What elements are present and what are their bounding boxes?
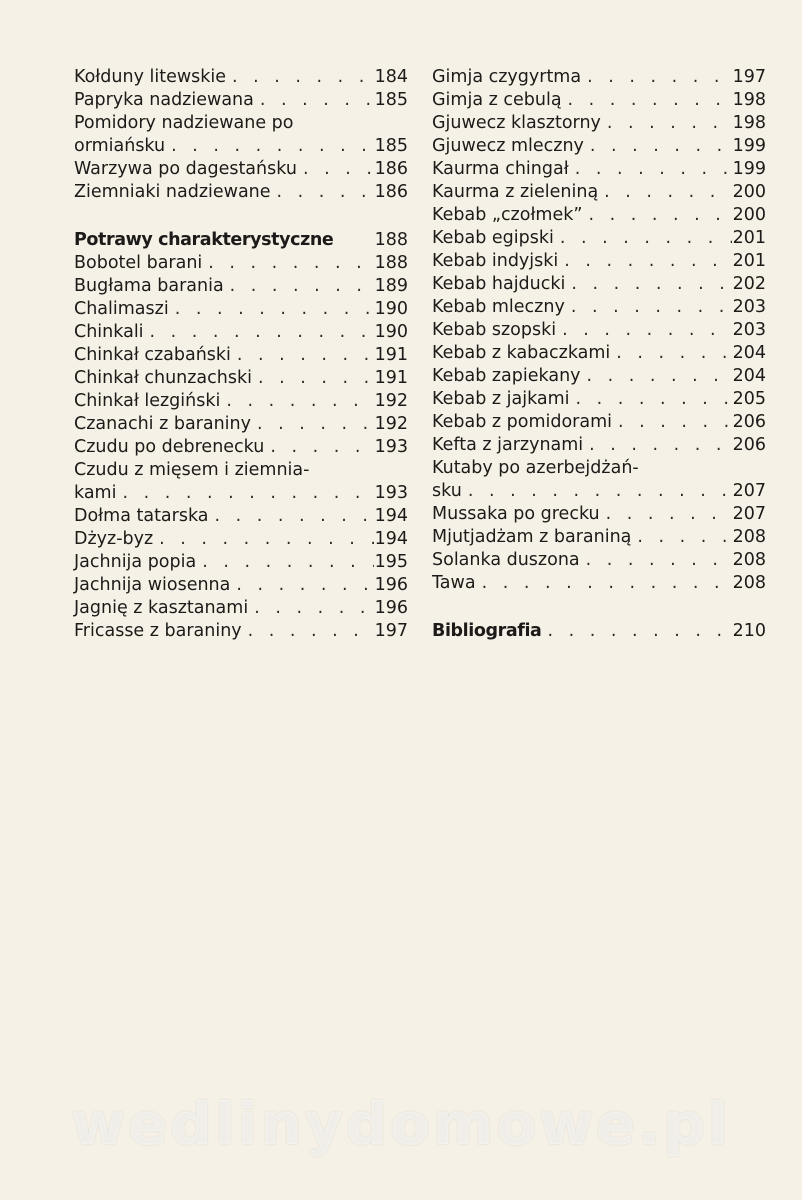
section-title: Potrawy charakterystyczne bbox=[74, 230, 334, 250]
entry-title: Kaurma chingał bbox=[432, 159, 569, 179]
index-entry bbox=[432, 296, 766, 319]
index-entry bbox=[432, 526, 766, 549]
index-entry bbox=[74, 89, 408, 112]
entry-page: 200 bbox=[732, 205, 766, 225]
index-entry bbox=[74, 181, 408, 204]
entry-title: Czudu po debrenecku bbox=[74, 437, 265, 457]
entry-page: 203 bbox=[732, 320, 766, 340]
entry-page: 201 bbox=[732, 228, 766, 248]
entry-page: 192 bbox=[374, 391, 408, 411]
entry-page: 210 bbox=[732, 621, 766, 641]
entry-page: 196 bbox=[374, 598, 408, 618]
dot-leader bbox=[565, 273, 732, 296]
dot-leader bbox=[601, 112, 732, 135]
entry-page: 200 bbox=[732, 182, 766, 202]
index-entry bbox=[432, 319, 766, 342]
dot-leader bbox=[565, 296, 732, 319]
entry-page: 207 bbox=[732, 504, 766, 524]
index-entry bbox=[432, 204, 766, 227]
entry-page: 188 bbox=[374, 230, 408, 250]
entry-title: Papryka nadziewana bbox=[74, 90, 254, 110]
dot-leader bbox=[541, 620, 732, 643]
entry-page: 202 bbox=[732, 274, 766, 294]
index-entry bbox=[74, 413, 408, 436]
dot-leader bbox=[116, 482, 374, 505]
dot-leader bbox=[252, 367, 374, 390]
entry-page: 199 bbox=[732, 136, 766, 156]
entry-page: 190 bbox=[374, 299, 408, 319]
entry-page: 186 bbox=[374, 182, 408, 202]
dot-leader bbox=[220, 390, 374, 413]
dot-leader bbox=[462, 480, 732, 503]
index-entry bbox=[432, 181, 766, 204]
entry-page: 205 bbox=[732, 389, 766, 409]
entry-title: Ziemniaki nadziewane bbox=[74, 182, 271, 202]
entry-title: Kebab szopski bbox=[432, 320, 557, 340]
entry-title: Kołduny litewskie bbox=[74, 67, 227, 87]
section-heading bbox=[432, 620, 766, 643]
entry-page: 189 bbox=[374, 276, 408, 296]
index-entry bbox=[432, 66, 766, 89]
dot-leader bbox=[165, 135, 374, 158]
entry-page: 208 bbox=[732, 527, 766, 547]
index-entry bbox=[74, 275, 408, 298]
entry-page: 190 bbox=[374, 322, 408, 342]
dot-leader bbox=[580, 549, 732, 572]
entry-page: 185 bbox=[374, 90, 408, 110]
dot-leader bbox=[153, 528, 374, 551]
dot-leader bbox=[562, 89, 732, 112]
index-entry bbox=[74, 528, 408, 551]
entry-title: Chalimaszi bbox=[74, 299, 169, 319]
index-entry bbox=[432, 572, 766, 595]
entry-page: 208 bbox=[732, 550, 766, 570]
index-entry bbox=[432, 112, 766, 135]
entry-title: Solanka duszona bbox=[432, 550, 580, 570]
index-entry bbox=[432, 365, 766, 388]
entry-title: Warzywa po dagestańsku bbox=[74, 159, 297, 179]
dot-leader bbox=[569, 158, 732, 181]
entry-title: Kebab mleczny bbox=[432, 297, 565, 317]
dot-leader bbox=[209, 505, 374, 528]
entry-page: 204 bbox=[732, 343, 766, 363]
dot-leader bbox=[254, 89, 374, 112]
section-spacer bbox=[432, 595, 766, 620]
section-spacer bbox=[74, 204, 408, 229]
dot-leader bbox=[582, 204, 732, 227]
index-entry bbox=[74, 597, 408, 620]
dot-leader bbox=[581, 66, 732, 89]
dot-leader bbox=[570, 388, 732, 411]
entry-title-line: Czudu z mięsem i ziemnia- bbox=[74, 460, 310, 480]
entry-page: 198 bbox=[732, 90, 766, 110]
entry-page: 201 bbox=[732, 251, 766, 271]
dot-leader bbox=[584, 135, 732, 158]
dot-leader bbox=[581, 365, 732, 388]
dot-leader bbox=[600, 503, 732, 526]
entry-title: Tawa bbox=[432, 573, 476, 593]
entry-page: 184 bbox=[374, 67, 408, 87]
entry-page: 206 bbox=[732, 435, 766, 455]
index-entry bbox=[74, 367, 408, 390]
dot-leader bbox=[476, 572, 732, 595]
dot-leader bbox=[264, 436, 374, 459]
index-entry bbox=[432, 273, 766, 296]
watermark: wedlinydomowe.pl bbox=[71, 1090, 731, 1158]
entry-page: 188 bbox=[374, 253, 408, 273]
entry-page: 195 bbox=[374, 552, 408, 572]
dot-leader bbox=[271, 181, 374, 204]
entry-title: sku bbox=[432, 481, 462, 501]
index-column-right bbox=[432, 66, 766, 643]
entry-title: Jachnija popia bbox=[74, 552, 197, 572]
entry-title: Chinkał lezgiński bbox=[74, 391, 221, 411]
entry-page: 191 bbox=[374, 368, 408, 388]
entry-title: Chinkał czabański bbox=[74, 345, 231, 365]
entry-page: 197 bbox=[374, 621, 408, 641]
index-entry bbox=[74, 574, 408, 597]
entry-title: Fricasse z baraniny bbox=[74, 621, 242, 641]
entry-page: 194 bbox=[374, 506, 408, 526]
entry-title: Gimja czygyrtma bbox=[432, 67, 582, 87]
index-entry bbox=[432, 342, 766, 365]
entry-title: Kebab zapiekany bbox=[432, 366, 581, 386]
dot-leader bbox=[297, 158, 374, 181]
dot-leader bbox=[248, 597, 374, 620]
entry-title: Kebab hajducki bbox=[432, 274, 566, 294]
entry-title: ormiańsku bbox=[74, 136, 166, 156]
entry-title: Bobotel barani bbox=[74, 253, 203, 273]
entry-title-line: Kutaby po azerbejdżań- bbox=[432, 458, 639, 478]
entry-title: Jachnija wiosenna bbox=[74, 575, 231, 595]
entry-page: 193 bbox=[374, 483, 408, 503]
index-entry bbox=[74, 436, 408, 459]
index-entry bbox=[432, 480, 766, 503]
dot-leader bbox=[556, 319, 732, 342]
entry-title: Gjuwecz mleczny bbox=[432, 136, 584, 156]
entry-page: 203 bbox=[732, 297, 766, 317]
entry-page: 186 bbox=[374, 159, 408, 179]
entry-page: 199 bbox=[732, 159, 766, 179]
entry-title: Kaurma z zieleniną bbox=[432, 182, 599, 202]
index-entry bbox=[74, 505, 408, 528]
index-column-left bbox=[74, 66, 408, 643]
index-entry bbox=[74, 620, 408, 643]
index-entry bbox=[74, 321, 408, 344]
entry-page: 191 bbox=[374, 345, 408, 365]
index-entry bbox=[74, 390, 408, 413]
index-entry bbox=[432, 388, 766, 411]
entry-page: 197 bbox=[732, 67, 766, 87]
entry-title: Jagnię z kasztanami bbox=[74, 598, 249, 618]
dot-leader bbox=[224, 275, 374, 298]
entry-title: Kebab egipski bbox=[432, 228, 554, 248]
index-entry bbox=[74, 66, 408, 89]
entry-title: Chinkał chunzachski bbox=[74, 368, 252, 388]
index-entry bbox=[432, 227, 766, 250]
entry-page: 208 bbox=[732, 573, 766, 593]
entry-page: 206 bbox=[732, 412, 766, 432]
entry-page: 185 bbox=[374, 136, 408, 156]
index-entry bbox=[74, 344, 408, 367]
index-entry bbox=[74, 252, 408, 275]
entry-page: 193 bbox=[374, 437, 408, 457]
dot-leader bbox=[612, 411, 732, 434]
dot-leader bbox=[169, 298, 374, 321]
index-entry bbox=[432, 250, 766, 273]
dot-leader bbox=[554, 227, 732, 250]
index-entry bbox=[432, 549, 766, 572]
dot-leader bbox=[583, 434, 732, 457]
entry-page: 198 bbox=[732, 113, 766, 133]
entry-title: Kebab z kabaczkami bbox=[432, 343, 611, 363]
dot-leader bbox=[196, 551, 374, 574]
entry-title: Czanachi z baraniny bbox=[74, 414, 251, 434]
dot-leader bbox=[202, 252, 374, 275]
index-entry bbox=[432, 135, 766, 158]
entry-title: Bugłama barania bbox=[74, 276, 224, 296]
section-heading bbox=[74, 229, 408, 252]
entry-title: Kebab z pomidorami bbox=[432, 412, 612, 432]
dot-leader bbox=[558, 250, 732, 273]
dot-leader bbox=[230, 574, 374, 597]
entry-page: 194 bbox=[374, 529, 408, 549]
dot-leader bbox=[144, 321, 374, 344]
entry-title: Chinkali bbox=[74, 322, 144, 342]
dot-leader bbox=[231, 344, 374, 367]
entry-title: Kebab „czołmek” bbox=[432, 205, 583, 225]
dot-leader bbox=[242, 620, 374, 643]
index-entry bbox=[432, 411, 766, 434]
index-entry bbox=[74, 298, 408, 321]
dot-leader bbox=[226, 66, 374, 89]
entry-title: Gimja z cebulą bbox=[432, 90, 562, 110]
index-entry bbox=[74, 482, 408, 505]
dot-leader bbox=[610, 342, 732, 365]
entry-title: Kebab z jajkami bbox=[432, 389, 570, 409]
entry-title-line: Pomidory nadziewane po bbox=[74, 113, 294, 133]
entry-page: 207 bbox=[732, 481, 766, 501]
index-entry bbox=[74, 158, 408, 181]
entry-title: Kefta z jarzynami bbox=[432, 435, 584, 455]
entry-page: 204 bbox=[732, 366, 766, 386]
entry-title: kami bbox=[74, 483, 117, 503]
index-entry bbox=[74, 135, 408, 158]
index-entry bbox=[432, 158, 766, 181]
dot-leader bbox=[598, 181, 732, 204]
entry-page: 196 bbox=[374, 575, 408, 595]
index-entry bbox=[432, 434, 766, 457]
entry-title: Gjuwecz klasztorny bbox=[432, 113, 601, 133]
entry-title: Dżyz-byz bbox=[74, 529, 154, 549]
entry-title: Mjutjadżam z baraniną bbox=[432, 527, 632, 547]
dot-leader bbox=[631, 526, 732, 549]
index-entry bbox=[74, 551, 408, 574]
entry-title: Dołma tatarska bbox=[74, 506, 209, 526]
section-title: Bibliografia bbox=[432, 621, 542, 641]
entry-title: Mussaka po grecku bbox=[432, 504, 600, 524]
index-entry bbox=[432, 503, 766, 526]
index-entry bbox=[432, 89, 766, 112]
entry-page: 192 bbox=[374, 414, 408, 434]
dot-leader bbox=[251, 413, 374, 436]
entry-title: Kebab indyjski bbox=[432, 251, 559, 271]
